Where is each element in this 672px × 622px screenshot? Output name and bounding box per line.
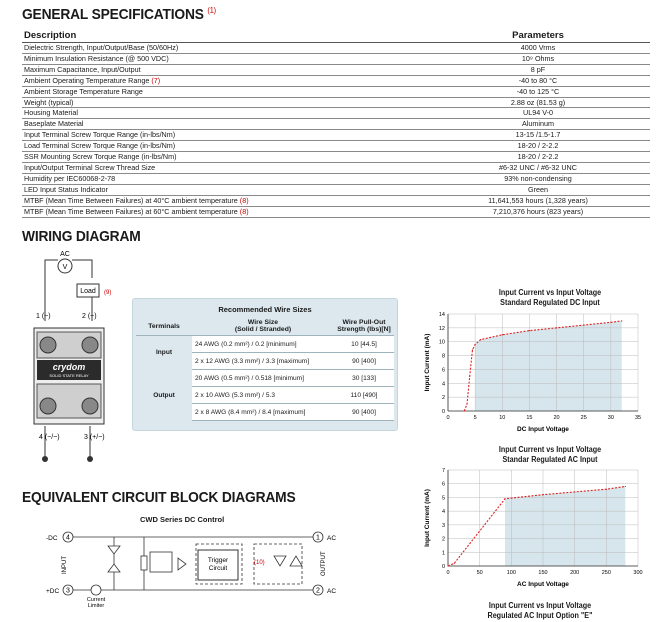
wire-size-header-2: (Solid / Stranded) <box>234 326 292 333</box>
chart-data-point <box>472 349 473 350</box>
chart-x-tick-label: 35 <box>634 415 642 421</box>
chart-y-label: Input Current (mA) <box>424 333 431 392</box>
pull-out-header <box>334 317 394 336</box>
spec-value: UL94 V-0 <box>426 108 650 119</box>
load-label: Load <box>80 288 96 295</box>
spec-description <box>22 75 426 86</box>
chart-x-tick-label: 30 <box>607 415 614 421</box>
resistor-icon <box>141 556 147 570</box>
chart-x-tick-label: 20 <box>553 415 560 421</box>
chart-data-point <box>610 322 611 323</box>
wire-size-header <box>192 317 334 336</box>
chart-y-tick-label: 12 <box>438 325 445 332</box>
load-note: (9) <box>104 290 112 296</box>
spec-row <box>22 195 650 206</box>
wire-size-header-1: Wire Size <box>247 319 279 326</box>
spec-description-text: Baseplate Material <box>24 119 84 129</box>
chart-y-tick-label: 6 <box>441 481 445 488</box>
spec-value: Green <box>426 184 650 195</box>
spec-description <box>22 43 426 54</box>
chart-y-tick-label: 0 <box>441 409 445 415</box>
spec-value: 13-15 /1.5-1.7 <box>426 130 650 141</box>
chart-shaded-area <box>475 321 622 411</box>
spec-description-text: Minimum Insulation Resistance (@ 500 VDC) <box>24 53 169 63</box>
spec-value: 18-20 / 2-2.2 <box>426 152 650 163</box>
chart-y-tick-label: 4 <box>441 509 445 516</box>
wire-size-cell: 2 x 8 AWG (8.4 mm²) / 8.4 [maximum] <box>192 404 334 421</box>
chart-data-point <box>542 494 543 495</box>
spec-row <box>22 152 650 163</box>
chart-data-point <box>469 376 470 377</box>
terminal-group-label: Input <box>136 336 192 370</box>
chart1-subtitle: Standard Regulated DC Input <box>500 298 600 307</box>
chart1-title-block <box>476 288 623 308</box>
terminals-header: Terminals <box>136 317 192 336</box>
output-side-label: OUTPUT <box>321 551 327 576</box>
spec-description-text: Weight (typical) <box>24 97 74 107</box>
chart-x-tick-label: 15 <box>526 415 533 421</box>
terminal-4-dot <box>42 456 48 462</box>
ssr-brand: crydom <box>52 362 86 372</box>
chart1-title: Input Current vs Input Voltage <box>498 288 602 297</box>
terminal-2-num: 2 <box>316 587 320 595</box>
spec-description <box>22 184 426 195</box>
chart-x-tick-label: 25 <box>580 415 587 421</box>
wire-row <box>136 370 394 387</box>
spec-note: (8) <box>239 195 249 205</box>
chart-y-tick-label: 3 <box>441 522 445 529</box>
spec-row <box>22 130 650 141</box>
spec-value: 93% non-condensing <box>426 173 650 184</box>
spec-description <box>22 119 426 130</box>
chart-data-point <box>621 320 622 321</box>
terminal-3-dot <box>87 456 93 462</box>
terminal-1-label: 1 (~) <box>36 313 51 320</box>
wire-sizes-title: Recommended Wire Sizes <box>218 305 312 314</box>
description-header: Description <box>22 29 426 43</box>
spec-row <box>22 141 650 152</box>
spec-note: (7) <box>151 75 161 85</box>
chart-x-label: AC Input Voltage <box>517 581 569 588</box>
spec-description <box>22 152 426 163</box>
pull-out-header-1: Wire Pull-Out <box>342 319 386 326</box>
spec-table-header <box>22 29 650 43</box>
chart-y-tick-label: 2 <box>441 395 445 402</box>
spec-description <box>22 195 426 206</box>
chart2-title: Input Current vs Input Voltage <box>498 445 602 454</box>
chart-x-tick-label: 50 <box>476 570 483 576</box>
ac-1-label: AC <box>327 535 337 542</box>
chart-data-point <box>464 410 465 411</box>
spec-description-text: Housing Material <box>24 108 78 118</box>
chart-x-tick-label: 0 <box>446 570 450 576</box>
spec-row <box>22 97 650 108</box>
spec-description-text: Load Terminal Screw Torque Range (in-lbs/Nm) <box>24 141 176 151</box>
spec-value: #6-32 UNC / #6-32 UNC <box>426 162 650 173</box>
spec-description-text: MTBF (Mean Time Between Failures) at 40°C ambient temperature <box>24 195 238 205</box>
pull-strength-cell: 10 [44.5] <box>334 336 394 353</box>
spec-description-text: Ambient Operating Temperature Range <box>24 75 150 85</box>
spec-description <box>22 86 426 97</box>
input-side-label: INPUT <box>62 556 68 574</box>
chart-y-tick-label: 2 <box>441 536 445 543</box>
dc-plus-label: +DC <box>46 588 60 595</box>
terminal-4-num: 4 <box>66 534 70 542</box>
chart2-title-block <box>476 445 623 465</box>
chart-y-tick-label: 4 <box>441 381 445 388</box>
wire-row <box>136 336 394 353</box>
spec-description-text: Ambient Storage Temperature Range <box>24 86 143 96</box>
ac-label: AC <box>60 251 70 258</box>
chart-y-tick-label: 10 <box>438 339 445 346</box>
chart-x-tick-label: 5 <box>473 415 477 421</box>
pull-out-header-2: Strength (lbs)[N] <box>337 326 391 333</box>
spec-description <box>22 130 426 141</box>
current-limiter-label-1: Current <box>86 597 106 603</box>
chart-y-tick-label: 5 <box>441 495 445 502</box>
spec-value: 18-20 / 2-2.2 <box>426 141 650 152</box>
spec-description <box>22 141 426 152</box>
chart-x-tick-label: 200 <box>570 570 580 576</box>
wiring-diagram-heading: WIRING DIAGRAM <box>22 228 141 245</box>
chart-y-tick-label: 7 <box>441 468 445 474</box>
general-specs-heading <box>22 6 216 23</box>
chart-y-label: Input Current (mA) <box>424 489 431 547</box>
spec-description <box>22 173 426 184</box>
spec-description <box>22 162 426 173</box>
wire-table-body <box>136 336 394 421</box>
spec-value: -40 to 125 °C <box>426 86 650 97</box>
chart-data-point <box>480 339 481 340</box>
spec-description-text: Input/Output Terminal Screw Thread Size <box>24 162 156 172</box>
chart-y-tick-label: 8 <box>441 353 445 360</box>
spec-value: 8 pF <box>426 64 650 75</box>
general-specs-title: GENERAL SPECIFICATIONS <box>22 6 204 23</box>
thyristor-icon-2 <box>290 556 302 566</box>
input-screw-3 <box>82 398 98 414</box>
chart-data-point <box>529 330 530 331</box>
spec-description-text: SSR Mounting Screw Torque Range (in-lbs/Nm) <box>24 152 177 162</box>
chart-data-point <box>447 565 448 566</box>
terminal-1-num: 1 <box>316 534 320 542</box>
trigger-label-1: Trigger <box>207 557 229 564</box>
spec-description <box>22 108 426 119</box>
current-limiter-label-2: Limiter <box>87 603 105 609</box>
wire-sizes-panel <box>132 298 398 431</box>
spec-value: 11,641,553 hours (1,328 years) <box>426 195 650 206</box>
note-10: (10) <box>254 560 265 566</box>
chart-shaded-area <box>505 486 625 566</box>
spec-description <box>22 53 426 64</box>
led-icon <box>108 546 120 554</box>
chart-x-tick-label: 100 <box>506 570 516 576</box>
block-diagrams-heading: EQUIVALENT CIRCUIT BLOCK DIAGRAMS <box>22 489 296 506</box>
spec-row <box>22 86 650 97</box>
spec-value: 10⁹ Ohms <box>426 53 650 64</box>
spec-table <box>22 29 650 218</box>
chart-y-tick-label: 1 <box>441 550 445 557</box>
wire-size-cell: 2 x 12 AWG (3.3 mm²) / 3.3 [maximum] <box>192 353 334 370</box>
spec-description-text: MTBF (Mean Time Between Failures) at 60°C ambient temperature <box>24 206 238 216</box>
chart-data-point <box>475 344 476 345</box>
voltmeter-label: V <box>62 264 68 271</box>
chart-dc-input <box>420 308 650 433</box>
spec-table-body <box>22 43 650 218</box>
chart2-subtitle: Standar Regulated AC Input <box>502 455 598 464</box>
spec-value: 2.88 oz (81.53 g) <box>426 97 650 108</box>
chart-data-point <box>502 334 503 335</box>
spec-row <box>22 173 650 184</box>
chart-data-point <box>625 486 626 487</box>
spec-description <box>22 206 426 217</box>
output-screw-1 <box>40 337 56 353</box>
terminal-2-label: 2 (~) <box>82 313 97 320</box>
cwd-dc-subtitle: CWD Series DC Control <box>140 515 225 524</box>
terminal-group-label: Output <box>136 370 192 421</box>
chart-y-tick-label: 6 <box>441 367 445 374</box>
input-screw-4 <box>40 398 56 414</box>
chart-data-point <box>466 403 467 404</box>
spec-description-text: Dielectric Strength, Input/Output/Base (50/60Hz) <box>24 43 179 52</box>
chart-data-point <box>556 327 557 328</box>
terminal-3-label: 3 (+/~) <box>84 434 105 441</box>
chart-ac-input <box>420 464 650 588</box>
spec-row <box>22 108 650 119</box>
chart-x-tick-label: 0 <box>446 415 450 421</box>
chart-x-tick-label: 150 <box>538 570 548 576</box>
wire-size-cell: 20 AWG (0.5 mm²) / 0.518 [minimum] <box>192 370 334 387</box>
chart3-title-block <box>466 601 613 621</box>
pull-strength-cell: 110 [490] <box>334 387 394 404</box>
spec-description-text: LED Input Status Indicator <box>24 184 108 194</box>
pull-strength-cell: 90 [400] <box>334 404 394 421</box>
chart3-subtitle: Regulated AC Input Option "E" <box>487 611 593 620</box>
chart-x-tick-label: 250 <box>601 570 611 576</box>
spec-value: 4000 Vrms <box>426 43 650 54</box>
wire-table-header <box>136 317 394 336</box>
terminal-4-label: 4 (−/~) <box>39 434 60 441</box>
spec-value: 7,210,376 hours (823 years) <box>426 206 650 217</box>
pull-strength-cell: 90 [400] <box>334 353 394 370</box>
spec-description <box>22 97 426 108</box>
ac-2-label: AC <box>327 588 337 595</box>
chart3-title: Input Current vs Input Voltage <box>488 601 592 610</box>
spec-row <box>22 64 650 75</box>
dc-minus-label: -DC <box>46 535 58 542</box>
spec-row <box>22 162 650 173</box>
chart-x-tick-label: 10 <box>499 415 506 421</box>
chart-data-point <box>583 324 584 325</box>
optocoupler-icon <box>150 552 172 572</box>
spec-note: (8) <box>239 206 249 216</box>
trigger-label-2: Circuit <box>208 565 228 572</box>
spec-description-text: Humidity per IEC60068-2-78 <box>24 173 116 183</box>
general-specs-note: (1) <box>207 6 216 15</box>
spec-row <box>22 206 650 217</box>
pull-strength-cell: 30 [133] <box>334 370 394 387</box>
chart-data-point <box>606 489 607 490</box>
chart-y-tick-label: 14 <box>438 312 445 318</box>
chart-y-tick-label: 0 <box>441 564 445 570</box>
parameters-header: Parameters <box>426 29 650 43</box>
spec-row <box>22 119 650 130</box>
wiring-diagram <box>20 246 120 471</box>
spec-value: -40 to 80 °C <box>426 75 650 86</box>
circuit-block-diagram <box>46 528 346 610</box>
spec-row <box>22 75 650 86</box>
chart-data-point <box>574 491 575 492</box>
spec-row <box>22 53 650 64</box>
spec-description-text: Input Terminal Screw Torque Range (in-lbs/Nm) <box>24 130 176 140</box>
chart-x-label: DC Input Voltage <box>517 426 569 433</box>
thyristor-icon-1 <box>274 556 286 566</box>
wire-size-cell: 2 x 10 AWG (5.3 mm²) / 5.3 <box>192 387 334 404</box>
chart-x-tick-label: 300 <box>633 570 643 576</box>
spec-row <box>22 43 650 54</box>
current-limiter-icon <box>91 585 101 595</box>
ssr-subtitle: SOLID STATE RELAY <box>49 373 89 378</box>
spec-row <box>22 184 650 195</box>
spec-value: Aluminum <box>426 119 650 130</box>
spec-description-text: Maximum Capacitance, Input/Output <box>24 64 141 74</box>
terminal-3-num: 3 <box>66 587 70 595</box>
diode-icon <box>108 564 120 572</box>
output-screw-2 <box>82 337 98 353</box>
spec-description <box>22 64 426 75</box>
chart-data-point <box>454 563 455 564</box>
wire-sizes-table <box>136 317 394 421</box>
wire-size-cell: 24 AWG (0.2 mm²) / 0.2 [minimum] <box>192 336 334 353</box>
chart-data-point <box>504 498 505 499</box>
